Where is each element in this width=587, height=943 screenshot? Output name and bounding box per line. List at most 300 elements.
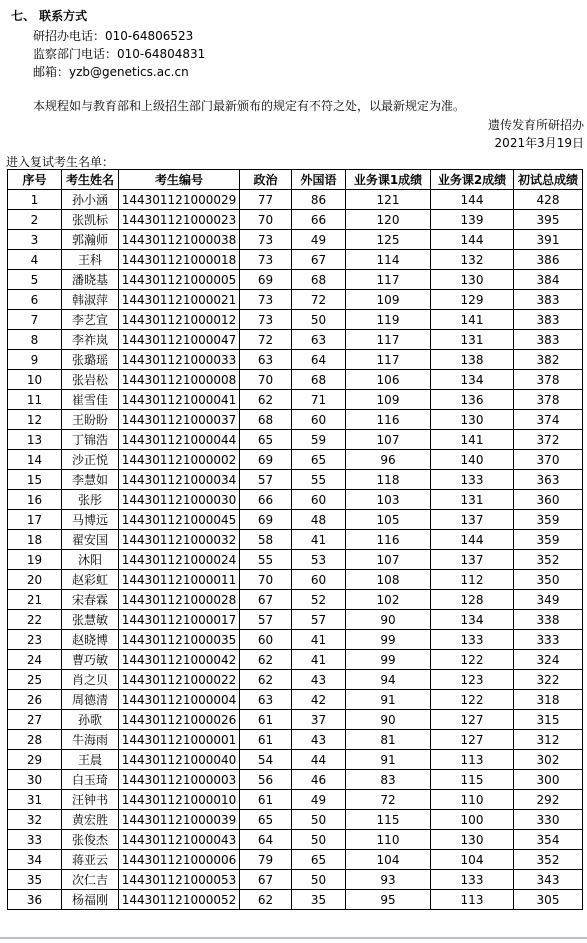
table-cell: 95 [346,890,431,910]
table-cell: 144301121000038 [119,230,240,250]
column-header: 序号 [8,170,62,190]
table-cell: 43 [292,670,346,690]
table-cell: 144301121000005 [119,270,240,290]
table-cell: 李艺宣 [62,310,119,330]
table-cell: 67 [240,870,292,890]
table-cell: 144301121000018 [119,250,240,270]
column-header: 业务课2成绩 [431,170,514,190]
column-header: 考生编号 [119,170,240,190]
table-cell: 62 [240,390,292,410]
column-header: 初试总成绩 [514,170,583,190]
table-cell: 144301121000053 [119,870,240,890]
table-row [8,710,583,730]
table-cell: 117 [346,270,431,290]
table-cell: 127 [431,730,514,750]
table-cell: 57 [240,470,292,490]
table-cell: 343 [514,870,583,890]
table-cell: 白玉琦 [62,770,119,790]
table-cell: 8 [8,330,62,350]
table-cell: 144301121000003 [119,770,240,790]
table-cell: 300 [514,770,583,790]
table-cell: 56 [240,770,292,790]
candidate-table [7,169,583,910]
table-cell: 62 [240,650,292,670]
table-cell: 144301121000001 [119,730,240,750]
table-cell: 1 [8,190,62,210]
table-cell: 44 [292,750,346,770]
table-cell: 360 [514,490,583,510]
table-cell: 338 [514,610,583,630]
table-cell: 32 [8,810,62,830]
table-cell: 43 [292,730,346,750]
table-cell: 131 [431,490,514,510]
table-cell: 张岩松 [62,370,119,390]
table-cell: 张彤 [62,490,119,510]
table-cell: 46 [292,770,346,790]
table-cell: 104 [431,850,514,870]
table-row [8,350,583,370]
table-cell: 杨福刚 [62,890,119,910]
table-cell: 张凯标 [62,210,119,230]
table-row [8,310,583,330]
table-cell: 65 [240,810,292,830]
column-header: 考生姓名 [62,170,119,190]
table-cell: 122 [431,650,514,670]
table-cell: 144301121000021 [119,290,240,310]
table-cell: 96 [346,450,431,470]
table-cell: 144301121000035 [119,630,240,650]
table-row [8,330,583,350]
table-cell: 330 [514,810,583,830]
table-cell: 130 [431,830,514,850]
table-cell: 109 [346,290,431,310]
table-cell: 133 [431,870,514,890]
table-cell: 63 [292,330,346,350]
table-cell: 113 [431,890,514,910]
table-cell: 50 [292,830,346,850]
table-row [8,550,583,570]
table-cell: 63 [240,350,292,370]
table-cell: 144301121000011 [119,570,240,590]
table-cell: 99 [346,650,431,670]
table-cell: 68 [292,370,346,390]
table-cell: 王晨 [62,750,119,770]
table-cell: 29 [8,750,62,770]
table-cell: 144 [431,530,514,550]
table-cell: 王盼盼 [62,410,119,430]
table-cell: 黄宏胜 [62,810,119,830]
table-cell: 73 [240,290,292,310]
table-cell: 7 [8,310,62,330]
table-row [8,270,583,290]
table-cell: 70 [240,210,292,230]
table-cell: 108 [346,570,431,590]
column-header: 外国语 [292,170,346,190]
table-cell: 144301121000002 [119,450,240,470]
table-cell: 374 [514,410,583,430]
table-row [8,370,583,390]
table-cell: 83 [346,770,431,790]
table-cell: 302 [514,750,583,770]
table-cell: 333 [514,630,583,650]
table-cell: 50 [292,810,346,830]
table-cell: 23 [8,630,62,650]
table-cell: 129 [431,290,514,310]
table-cell: 41 [292,650,346,670]
table-cell: 138 [431,350,514,370]
table-cell: 50 [292,870,346,890]
table-cell: 24 [8,650,62,670]
table-cell: 383 [514,290,583,310]
table-row [8,630,583,650]
table-cell: 35 [292,890,346,910]
table-cell: 71 [292,390,346,410]
table-cell: 70 [240,570,292,590]
table-cell: 372 [514,430,583,450]
table-cell: 144301121000032 [119,530,240,550]
table-cell: 144301121000033 [119,350,240,370]
table-cell: 134 [431,370,514,390]
table-cell: 2 [8,210,62,230]
table-row [8,670,583,690]
section-title: 七、 联系方式 [11,9,88,23]
list-title: 进入复试考生名单： [6,155,115,169]
table-cell: 428 [514,190,583,210]
table-cell: 370 [514,450,583,470]
table-cell: 沙正悦 [62,450,119,470]
table-row [8,190,583,210]
table-cell: 52 [292,590,346,610]
table-row [8,790,583,810]
table-cell: 90 [346,710,431,730]
table-cell: 3 [8,230,62,250]
table-cell: 144301121000047 [119,330,240,350]
table-cell: 110 [346,830,431,850]
table-cell: 312 [514,730,583,750]
table-cell: 352 [514,550,583,570]
table-cell: 60 [292,490,346,510]
table-cell: 133 [431,630,514,650]
table-cell: 93 [346,870,431,890]
table-cell: 123 [431,670,514,690]
table-cell: 69 [240,510,292,530]
table-row [8,750,583,770]
table-cell: 49 [292,790,346,810]
table-cell: 102 [346,590,431,610]
table-cell: 144301121000022 [119,670,240,690]
table-cell: 292 [514,790,583,810]
table-cell: 31 [8,790,62,810]
table-cell: 144301121000029 [119,190,240,210]
table-cell: 354 [514,830,583,850]
table-cell: 26 [8,690,62,710]
table-cell: 137 [431,550,514,570]
table-cell: 105 [346,510,431,530]
table-cell: 144301121000044 [119,430,240,450]
table-cell: 144301121000010 [119,790,240,810]
table-cell: 305 [514,890,583,910]
table-cell: 14 [8,450,62,470]
table-cell: 55 [292,470,346,490]
table-cell: 144301121000026 [119,710,240,730]
table-cell: 69 [240,270,292,290]
table-cell: 65 [240,430,292,450]
table-cell: 127 [431,710,514,730]
table-cell: 144301121000043 [119,830,240,850]
table-cell: 21 [8,590,62,610]
table-cell: 350 [514,570,583,590]
table-cell: 王科 [62,250,119,270]
table-cell: 121 [346,190,431,210]
table-cell: 曹巧敏 [62,650,119,670]
table-cell: 322 [514,670,583,690]
column-header: 业务课1成绩 [346,170,431,190]
table-cell: 116 [346,530,431,550]
table-row [8,390,583,410]
table-cell: 112 [431,570,514,590]
table-cell: 131 [431,330,514,350]
table-cell: 郭瀚师 [62,230,119,250]
table-cell: 周德清 [62,690,119,710]
table-cell: 张璐瑶 [62,350,119,370]
table-cell: 94 [346,670,431,690]
table-cell: 57 [292,610,346,630]
table-cell: 李祚岚 [62,330,119,350]
contact-email: 邮箱：yzb@genetics.ac.cn [33,65,189,79]
bottom-divider [0,937,587,939]
table-cell: 324 [514,650,583,670]
table-cell: 117 [346,350,431,370]
table-row [8,770,583,790]
table-cell: 91 [346,690,431,710]
table-cell: 64 [240,830,292,850]
table-cell: 54 [240,750,292,770]
table-cell: 73 [240,310,292,330]
table-cell: 34 [8,850,62,870]
table-row [8,870,583,890]
table-cell: 5 [8,270,62,290]
table-cell: 60 [240,630,292,650]
table-cell: 赵彩虹 [62,570,119,590]
table-cell: 141 [431,310,514,330]
table-cell: 6 [8,290,62,310]
table-cell: 18 [8,530,62,550]
table-row [8,690,583,710]
table-cell: 62 [240,670,292,690]
table-row [8,810,583,830]
table-cell: 48 [292,510,346,530]
table-cell: 99 [346,630,431,650]
table-cell: 144301121000024 [119,550,240,570]
table-cell: 宋春霖 [62,590,119,610]
table-cell: 140 [431,450,514,470]
signature-date: 2021年3月19日 [494,136,584,150]
table-cell: 144301121000052 [119,890,240,910]
table-cell: 潘晓基 [62,270,119,290]
table-cell: 11 [8,390,62,410]
table-cell: 58 [240,530,292,550]
table-cell: 122 [431,690,514,710]
table-cell: 牛海雨 [62,730,119,750]
table-cell: 17 [8,510,62,530]
table-cell: 68 [240,410,292,430]
table-cell: 132 [431,250,514,270]
table-cell: 378 [514,370,583,390]
table-cell: 沐阳 [62,550,119,570]
table-cell: 116 [346,410,431,430]
table-row [8,470,583,490]
table-cell: 13 [8,430,62,450]
table-row [8,730,583,750]
table-cell: 383 [514,330,583,350]
table-cell: 36 [8,890,62,910]
table-cell: 117 [346,330,431,350]
table-cell: 383 [514,310,583,330]
table-cell: 53 [292,550,346,570]
table-cell: 翟安国 [62,530,119,550]
table-cell: 144301121000012 [119,310,240,330]
table-cell: 10 [8,370,62,390]
table-cell: 391 [514,230,583,250]
table-row [8,650,583,670]
table-cell: 35 [8,870,62,890]
table-cell: 104 [346,850,431,870]
table-cell: 144301121000028 [119,590,240,610]
table-cell: 15 [8,470,62,490]
table-cell: 118 [346,470,431,490]
table-cell: 139 [431,210,514,230]
table-cell: 61 [240,790,292,810]
table-cell: 144301121000008 [119,370,240,390]
table-cell: 65 [292,850,346,870]
table-cell: 86 [292,190,346,210]
table-cell: 汪钟书 [62,790,119,810]
table-cell: 144301121000039 [119,810,240,830]
table-header-row [8,170,583,190]
table-cell: 144301121000040 [119,750,240,770]
table-cell: 133 [431,470,514,490]
table-cell: 65 [292,450,346,470]
table-row [8,490,583,510]
table-cell: 113 [431,750,514,770]
table-cell: 62 [240,890,292,910]
table-cell: 79 [240,850,292,870]
table-cell: 386 [514,250,583,270]
table-cell: 49 [292,230,346,250]
table-cell: 61 [240,730,292,750]
table-cell: 肖之贝 [62,670,119,690]
table-row [8,830,583,850]
table-row [8,450,583,470]
table-cell: 315 [514,710,583,730]
table-cell: 128 [431,590,514,610]
table-cell: 106 [346,370,431,390]
table-row [8,570,583,590]
table-row [8,510,583,530]
table-cell: 55 [240,550,292,570]
table-cell: 73 [240,230,292,250]
table-cell: 孙小涵 [62,190,119,210]
table-cell: 125 [346,230,431,250]
table-row [8,530,583,550]
table-cell: 崔雪佳 [62,390,119,410]
table-cell: 41 [292,530,346,550]
table-cell: 60 [292,410,346,430]
table-cell: 107 [346,430,431,450]
table-cell: 77 [240,190,292,210]
table-cell: 137 [431,510,514,530]
column-header: 政治 [240,170,292,190]
table-cell: 81 [346,730,431,750]
table-cell: 115 [431,770,514,790]
table-cell: 73 [240,250,292,270]
table-cell: 103 [346,490,431,510]
supervision-phone: 监察部门电话：010-64804831 [33,47,206,61]
table-cell: 349 [514,590,583,610]
table-cell: 67 [240,590,292,610]
table-cell: 22 [8,610,62,630]
table-row [8,210,583,230]
table-cell: 66 [292,210,346,230]
table-cell: 130 [431,410,514,430]
table-cell: 4 [8,250,62,270]
table-cell: 130 [431,270,514,290]
table-cell: 59 [292,430,346,450]
table-cell: 144 [431,190,514,210]
table-cell: 41 [292,630,346,650]
table-cell: 次仁吉 [62,870,119,890]
table-cell: 120 [346,210,431,230]
table-cell: 20 [8,570,62,590]
table-cell: 韩淑萍 [62,290,119,310]
table-cell: 110 [431,790,514,810]
table-cell: 9 [8,350,62,370]
table-cell: 144301121000006 [119,850,240,870]
table-cell: 318 [514,690,583,710]
table-cell: 109 [346,390,431,410]
table-row [8,250,583,270]
table-cell: 144301121000017 [119,610,240,630]
table-cell: 27 [8,710,62,730]
table-cell: 144301121000037 [119,410,240,430]
table-cell: 382 [514,350,583,370]
table-cell: 64 [292,350,346,370]
table-cell: 25 [8,670,62,690]
table-row [8,410,583,430]
admissions-phone: 研招办电话：010-64806523 [33,29,194,43]
table-cell: 李慧如 [62,470,119,490]
table-cell: 72 [240,330,292,350]
table-cell: 12 [8,410,62,430]
table-cell: 丁锦浩 [62,430,119,450]
table-cell: 144301121000045 [119,510,240,530]
table-cell: 90 [346,610,431,630]
table-cell: 144 [431,230,514,250]
table-row [8,290,583,310]
signature-org: 遗传发育所研招办 [487,118,584,132]
table-cell: 144301121000030 [119,490,240,510]
table-cell: 359 [514,530,583,550]
table-cell: 16 [8,490,62,510]
table-cell: 50 [292,310,346,330]
table-row [8,610,583,630]
table-cell: 72 [346,790,431,810]
table-cell: 107 [346,550,431,570]
table-cell: 赵晓博 [62,630,119,650]
table-cell: 144301121000023 [119,210,240,230]
table-cell: 384 [514,270,583,290]
table-cell: 张慧敏 [62,610,119,630]
